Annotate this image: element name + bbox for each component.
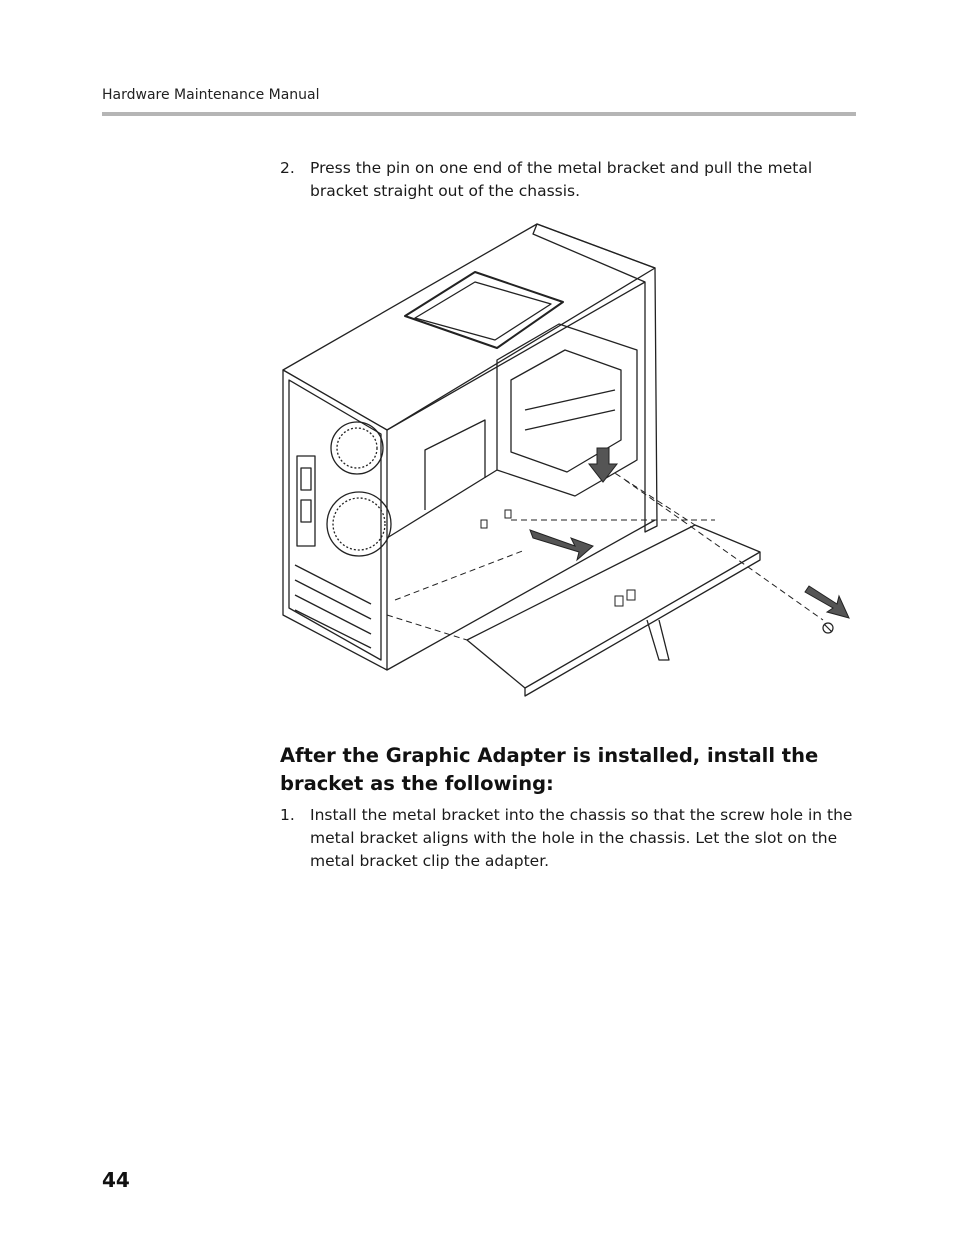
step-1 [280,804,860,873]
chassis-bracket-removal-illustration [275,220,865,705]
step-2-text: Press the pin on one end of the metal bracket and pull the metal bracket straight out of the chassis. [310,159,813,200]
header-rule [102,112,856,116]
page-number: 44 [102,1168,130,1192]
section-heading: After the Graphic Adapter is installed, install the bracket as the following: [280,744,819,795]
screw-arrow-icon [805,586,849,618]
step-1-text: Install the metal bracket into the chassis so that the screw hole in the metal bracket aligns with the hole in the chassis. Let the slot on the metal bracket clip the adapter. [310,806,853,870]
running-header-title: Hardware Maintenance Manual [102,87,320,103]
step-1-number: 1. [280,806,295,824]
pull-arrow-icon [530,530,593,560]
press-arrow-icon [589,448,617,482]
bracket-removal-figure [275,220,865,705]
step-2 [280,157,860,203]
step-2-number: 2. [280,159,295,177]
metal-bracket [467,525,760,688]
